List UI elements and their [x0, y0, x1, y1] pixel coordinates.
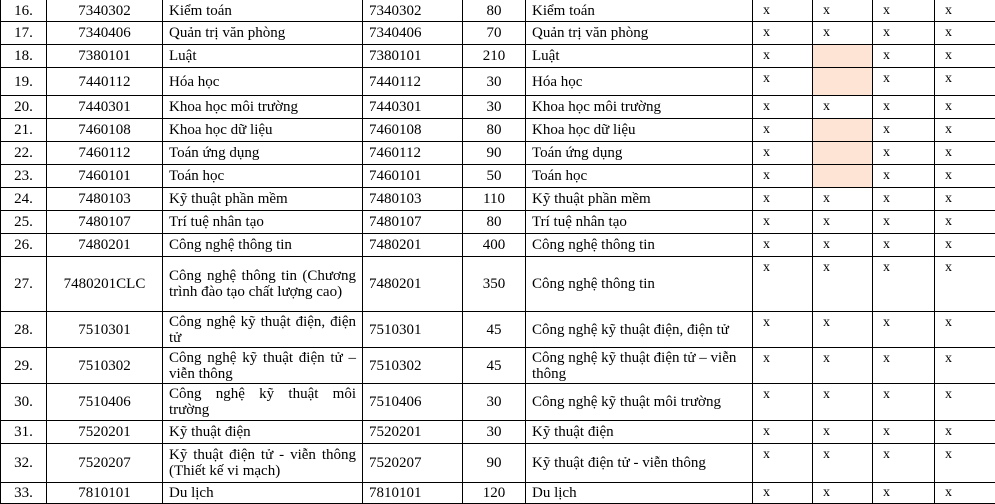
combination-3-mark-cell: x [873, 22, 935, 45]
combination-4-mark-cell: x [935, 96, 995, 119]
combination-4-mark-cell: x [935, 119, 995, 142]
major-code-cell: 7510301 [47, 312, 163, 348]
combination-1-mark-cell: x [753, 188, 813, 211]
table-row [1, 211, 995, 234]
major-code-alt-cell: 7440301 [363, 96, 463, 119]
combination-1-mark-cell: x [753, 119, 813, 142]
table-row [1, 119, 995, 142]
table-row [1, 384, 995, 421]
major-name-alt-cell: Luật [526, 45, 753, 68]
combination-3-mark-cell: x [873, 188, 935, 211]
major-code-alt-cell: 7480201 [363, 234, 463, 257]
major-name-alt-cell: Kiểm toán [526, 0, 753, 22]
major-name-alt-cell: Hóa học [526, 68, 753, 96]
combination-4-mark-cell: x [935, 142, 995, 165]
combination-1-mark-cell: x [753, 421, 813, 444]
row-number-cell: 17. [1, 22, 47, 45]
combination-4-mark-cell: x [935, 0, 995, 22]
combination-3-mark-cell: x [873, 312, 935, 348]
row-number-cell: 29. [1, 348, 47, 384]
major-code-cell: 7480103 [47, 188, 163, 211]
major-name-cell: Công nghệ kỹ thuật điện, điện tử [163, 312, 363, 348]
major-name-alt-cell: Du lịch [526, 483, 753, 504]
combination-4-mark-cell: x [935, 68, 995, 96]
major-code-cell: 7810101 [47, 483, 163, 504]
row-number-cell: 24. [1, 188, 47, 211]
combination-1-mark-cell: x [753, 0, 813, 22]
major-name-alt-cell: Công nghệ kỹ thuật điện tử – viễn thông [526, 348, 753, 384]
quota-cell: 80 [463, 119, 526, 142]
row-number-cell: 23. [1, 165, 47, 188]
combination-2-mark-cell: x [813, 22, 873, 45]
table-body [1, 0, 995, 504]
combination-2-mark-cell: x [813, 384, 873, 421]
major-name-alt-cell: Toán ứng dụng [526, 142, 753, 165]
combination-1-mark-cell: x [753, 348, 813, 384]
major-code-cell: 7480201 [47, 234, 163, 257]
major-name-alt-cell: Công nghệ thông tin [526, 234, 753, 257]
quota-cell: 90 [463, 444, 526, 483]
combination-3-mark-cell: x [873, 96, 935, 119]
combination-4-mark-cell: x [935, 312, 995, 348]
combination-4-mark-cell: x [935, 188, 995, 211]
major-code-alt-cell: 7340406 [363, 22, 463, 45]
major-code-cell: 7510406 [47, 384, 163, 421]
major-code-cell: 7510302 [47, 348, 163, 384]
quota-cell: 90 [463, 142, 526, 165]
combination-2-mark-cell: x [813, 211, 873, 234]
table-row [1, 421, 995, 444]
combination-1-mark-cell: x [753, 68, 813, 96]
combination-2-empty-shaded-cell [813, 119, 873, 142]
quota-cell: 350 [463, 257, 526, 312]
table-row [1, 444, 995, 483]
table-row [1, 142, 995, 165]
major-name-alt-cell: Toán học [526, 165, 753, 188]
row-number-cell: 28. [1, 312, 47, 348]
major-code-cell: 7440301 [47, 96, 163, 119]
major-code-cell: 7340406 [47, 22, 163, 45]
quota-cell: 70 [463, 22, 526, 45]
combination-4-mark-cell: x [935, 421, 995, 444]
combination-3-mark-cell: x [873, 45, 935, 68]
major-code-alt-cell: 7480103 [363, 188, 463, 211]
combination-3-mark-cell: x [873, 384, 935, 421]
table-row [1, 0, 995, 22]
major-name-alt-cell: Khoa học dữ liệu [526, 119, 753, 142]
combination-4-mark-cell: x [935, 22, 995, 45]
combination-3-mark-cell: x [873, 119, 935, 142]
combination-4-mark-cell: x [935, 444, 995, 483]
table-row [1, 68, 995, 96]
major-code-cell: 7460108 [47, 119, 163, 142]
major-code-alt-cell: 7380101 [363, 45, 463, 68]
combination-3-mark-cell: x [873, 211, 935, 234]
combination-1-mark-cell: x [753, 312, 813, 348]
combination-2-empty-shaded-cell [813, 165, 873, 188]
combination-2-mark-cell: x [813, 257, 873, 312]
combination-4-mark-cell: x [935, 234, 995, 257]
major-name-cell: Công nghệ kỹ thuật điện tử – viễn thông [163, 348, 363, 384]
major-code-alt-cell: 7510302 [363, 348, 463, 384]
major-name-cell: Du lịch [163, 483, 363, 504]
major-name-alt-cell: Công nghệ kỹ thuật môi trường [526, 384, 753, 421]
major-code-alt-cell: 7480201 [363, 257, 463, 312]
table-row [1, 234, 995, 257]
major-code-cell: 7480201CLC [47, 257, 163, 312]
combination-3-mark-cell: x [873, 142, 935, 165]
table-row [1, 96, 995, 119]
quota-cell: 80 [463, 211, 526, 234]
combination-3-mark-cell: x [873, 165, 935, 188]
combination-2-empty-shaded-cell [813, 45, 873, 68]
row-number-cell: 30. [1, 384, 47, 421]
table-row [1, 257, 995, 312]
major-code-alt-cell: 7480107 [363, 211, 463, 234]
combination-1-mark-cell: x [753, 384, 813, 421]
quota-cell: 120 [463, 483, 526, 504]
row-number-cell: 22. [1, 142, 47, 165]
combination-1-mark-cell: x [753, 483, 813, 504]
combination-1-mark-cell: x [753, 211, 813, 234]
combination-3-mark-cell: x [873, 68, 935, 96]
row-number-cell: 20. [1, 96, 47, 119]
combination-4-mark-cell: x [935, 384, 995, 421]
major-name-cell: Toán ứng dụng [163, 142, 363, 165]
combination-1-mark-cell: x [753, 22, 813, 45]
major-name-alt-cell: Trí tuệ nhân tạo [526, 211, 753, 234]
major-code-alt-cell: 7460108 [363, 119, 463, 142]
major-name-cell: Trí tuệ nhân tạo [163, 211, 363, 234]
row-number-cell: 19. [1, 68, 47, 96]
major-name-cell: Kiểm toán [163, 0, 363, 22]
combination-4-mark-cell: x [935, 211, 995, 234]
combination-1-mark-cell: x [753, 96, 813, 119]
quota-cell: 400 [463, 234, 526, 257]
combination-4-mark-cell: x [935, 45, 995, 68]
row-number-cell: 33. [1, 483, 47, 504]
major-code-cell: 7480107 [47, 211, 163, 234]
row-number-cell: 18. [1, 45, 47, 68]
row-number-cell: 27. [1, 257, 47, 312]
table-row [1, 312, 995, 348]
combination-2-mark-cell: x [813, 0, 873, 22]
combination-4-mark-cell: x [935, 257, 995, 312]
major-name-alt-cell: Quản trị văn phòng [526, 22, 753, 45]
combination-4-mark-cell: x [935, 165, 995, 188]
major-name-cell: Công nghệ thông tin (Chương trình đào tạo chất lượng cao) [163, 257, 363, 312]
major-code-alt-cell: 7460112 [363, 142, 463, 165]
major-code-alt-cell: 7810101 [363, 483, 463, 504]
table-row [1, 188, 995, 211]
major-code-cell: 7340302 [47, 0, 163, 22]
major-code-alt-cell: 7340302 [363, 0, 463, 22]
row-number-cell: 31. [1, 421, 47, 444]
major-name-cell: Kỹ thuật phần mềm [163, 188, 363, 211]
combination-2-empty-shaded-cell [813, 142, 873, 165]
combination-2-mark-cell: x [813, 188, 873, 211]
major-name-alt-cell: Công nghệ thông tin [526, 257, 753, 312]
quota-cell: 30 [463, 68, 526, 96]
combination-2-mark-cell: x [813, 483, 873, 504]
combination-3-mark-cell: x [873, 0, 935, 22]
combination-4-mark-cell: x [935, 348, 995, 384]
quota-cell: 30 [463, 96, 526, 119]
combination-3-mark-cell: x [873, 444, 935, 483]
major-name-cell: Khoa học dữ liệu [163, 119, 363, 142]
combination-1-mark-cell: x [753, 444, 813, 483]
combination-2-empty-shaded-cell [813, 68, 873, 96]
major-code-cell: 7520207 [47, 444, 163, 483]
quota-cell: 80 [463, 0, 526, 22]
major-name-alt-cell: Kỹ thuật phần mềm [526, 188, 753, 211]
major-name-cell: Kỹ thuật điện tử - viễn thông (Thiết kế vi mạch) [163, 444, 363, 483]
quota-cell: 110 [463, 188, 526, 211]
major-name-cell: Quản trị văn phòng [163, 22, 363, 45]
major-code-alt-cell: 7520207 [363, 444, 463, 483]
combination-3-mark-cell: x [873, 234, 935, 257]
major-name-alt-cell: Kỹ thuật điện [526, 421, 753, 444]
row-number-cell: 16. [1, 0, 47, 22]
major-code-alt-cell: 7460101 [363, 165, 463, 188]
quota-cell: 210 [463, 45, 526, 68]
major-name-cell: Kỹ thuật điện [163, 421, 363, 444]
major-code-cell: 7380101 [47, 45, 163, 68]
major-code-alt-cell: 7510406 [363, 384, 463, 421]
combination-2-mark-cell: x [813, 348, 873, 384]
combination-3-mark-cell: x [873, 483, 935, 504]
major-code-alt-cell: 7510301 [363, 312, 463, 348]
combination-3-mark-cell: x [873, 257, 935, 312]
combination-4-mark-cell: x [935, 483, 995, 504]
quota-cell: 50 [463, 165, 526, 188]
combination-2-mark-cell: x [813, 312, 873, 348]
major-name-alt-cell: Kỹ thuật điện tử - viễn thông [526, 444, 753, 483]
major-code-alt-cell: 7440112 [363, 68, 463, 96]
major-code-cell: 7440112 [47, 68, 163, 96]
major-name-cell: Công nghệ thông tin [163, 234, 363, 257]
table-row [1, 22, 995, 45]
table-row [1, 45, 995, 68]
quota-cell: 45 [463, 348, 526, 384]
row-number-cell: 25. [1, 211, 47, 234]
major-name-cell: Luật [163, 45, 363, 68]
combination-1-mark-cell: x [753, 234, 813, 257]
row-number-cell: 32. [1, 444, 47, 483]
quota-cell: 30 [463, 421, 526, 444]
combination-3-mark-cell: x [873, 421, 935, 444]
combination-1-mark-cell: x [753, 257, 813, 312]
major-code-cell: 7460112 [47, 142, 163, 165]
combination-3-mark-cell: x [873, 348, 935, 384]
combination-1-mark-cell: x [753, 165, 813, 188]
combination-2-mark-cell: x [813, 444, 873, 483]
major-name-alt-cell: Khoa học môi trường [526, 96, 753, 119]
major-code-cell: 7520201 [47, 421, 163, 444]
row-number-cell: 21. [1, 119, 47, 142]
major-code-cell: 7460101 [47, 165, 163, 188]
row-number-cell: 26. [1, 234, 47, 257]
major-name-alt-cell: Công nghệ kỹ thuật điện, điện tử [526, 312, 753, 348]
major-name-cell: Hóa học [163, 68, 363, 96]
table-row [1, 348, 995, 384]
quota-cell: 30 [463, 384, 526, 421]
table-row [1, 165, 995, 188]
combination-1-mark-cell: x [753, 45, 813, 68]
major-name-cell: Khoa học môi trường [163, 96, 363, 119]
table-row [1, 483, 995, 504]
combination-2-mark-cell: x [813, 96, 873, 119]
major-code-alt-cell: 7520201 [363, 421, 463, 444]
combination-2-mark-cell: x [813, 421, 873, 444]
quota-cell: 45 [463, 312, 526, 348]
combination-1-mark-cell: x [753, 142, 813, 165]
major-name-cell: Công nghệ kỹ thuật môi trường [163, 384, 363, 421]
major-name-cell: Toán học [163, 165, 363, 188]
combination-2-mark-cell: x [813, 234, 873, 257]
